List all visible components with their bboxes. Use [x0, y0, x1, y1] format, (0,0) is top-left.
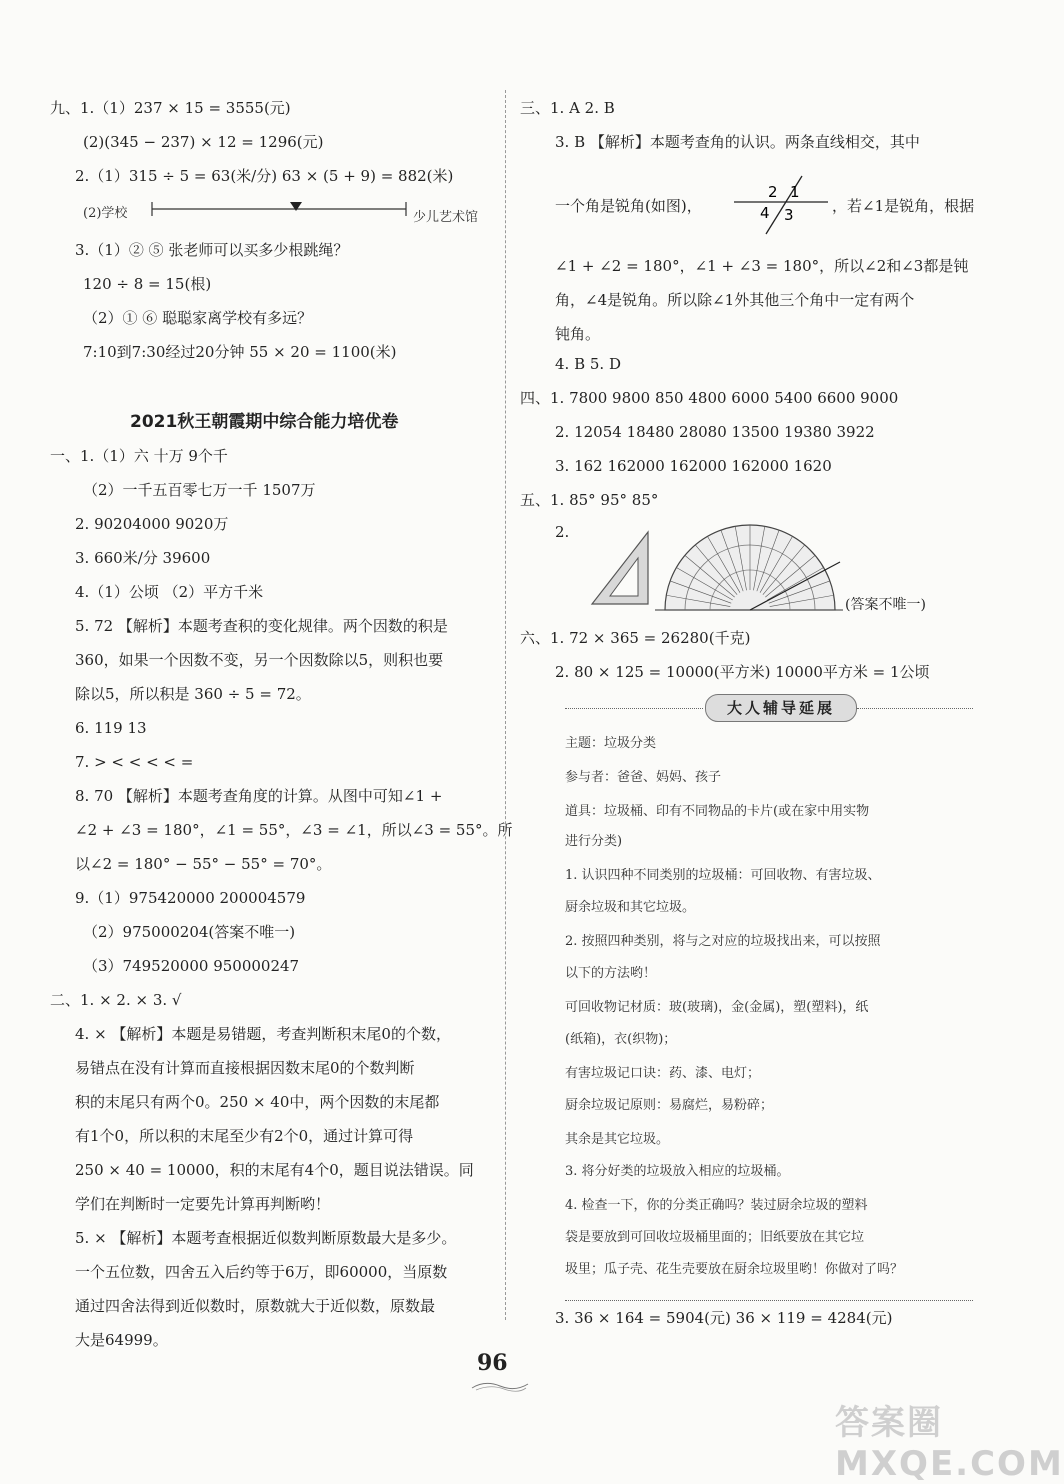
ans-3-3-cont2: ∠1 + ∠2 = 180°，∠1 + ∠3 = 180°，所以∠2和∠3都是钝	[555, 257, 969, 275]
ans-2-4: 4. × 【解析】本题是易错题，考查判断积末尾0的个数，	[75, 1025, 451, 1043]
ans-2-4-cont1: 易错点在没有计算而直接根据因数末尾0的个数判断	[75, 1059, 415, 1077]
guide-step-4-cont2: 圾里；瓜子壳、花生壳要放在厨余垃圾里哟！你做对了吗？	[565, 1262, 904, 1277]
section-title: 2021秋王朝霞期中综合能力培优卷	[130, 412, 399, 432]
ans-1-8-cont1: ∠2 + ∠3 = 180°，∠1 = 55°，∠3 = ∠1，所以∠3 = 55°。所	[75, 821, 513, 839]
ans-6-1: 六、1. 72 × 365 = 26280(千克)	[520, 629, 751, 647]
ans-1-2: 2. 90204000 9020万	[75, 515, 229, 533]
parent-guidance-banner: 大人辅导延展	[705, 694, 857, 722]
intersecting-lines-figure	[732, 174, 832, 236]
line-diagram-end: 少儿艺术馆	[413, 210, 479, 225]
ans-1-5: 5. 72 【解析】本题考查积的变化规律。两个因数的积是	[75, 617, 448, 635]
guide-step-2-cont: 以下的方法哟！	[565, 966, 657, 981]
ans-1-5-cont2: 除以5，所以积是 360 ÷ 5 = 72。	[75, 685, 311, 703]
guide-kitchen: 厨余垃圾记原则：易腐烂，易粉碎；	[565, 1098, 774, 1113]
watermark-text: 答案圈 MXQE.COM	[835, 1403, 1064, 1484]
guide-step-2: 2. 按照四种类别，将与之对应的垃圾找出来，可以按照	[565, 934, 881, 949]
guide-recyclable: 可回收物记材质：玻(玻璃)，金(金属)，塑(塑料)，纸	[565, 1000, 869, 1015]
ans-1-7: 7. > < < < < =	[75, 753, 194, 771]
ans-1-9-3: （3）749520000 950000247	[83, 957, 300, 975]
ans-9-1-1: 九、1.（1）237 × 15 = 3555(元)	[50, 99, 291, 117]
ans-3-3-cont4: 钝角。	[555, 325, 601, 343]
ans-4-1: 四、1. 7800 9800 850 4800 6000 5400 6600 9000	[520, 389, 899, 407]
ans-2-5-cont2: 通过四舍法得到近似数时，原数就大于近似数，原数最	[75, 1297, 436, 1315]
ans-2-5-cont1: 一个五位数，四舍五入后约等于6万，即60000，当原数	[75, 1263, 448, 1281]
ans-1-8: 8. 70 【解析】本题考查角度的计算。从图中可知∠1 +	[75, 787, 443, 805]
ans-2-5-cont3: 大是64999。	[75, 1331, 168, 1349]
ans-3-3-cont3: 角，∠4是锐角。所以除∠1外其他三个角中一定有两个	[555, 291, 915, 309]
ans-2-4-cont2: 积的末尾只有两个0。250 × 40中，两个因数的末尾都	[75, 1093, 440, 1111]
guide-props-cont: 进行分类)	[565, 834, 623, 849]
ans-1-4: 4.（1）公顷 （2）平方千米	[75, 583, 264, 601]
guide-recyclable-cont: (纸箱)，衣(织物)；	[565, 1032, 677, 1047]
distance-line-diagram	[150, 198, 410, 220]
ans-9-2-1: 2.（1）315 ÷ 5 = 63(米/分) 63 × (5 + 9) = 882(米)	[75, 167, 454, 185]
protractor-figure	[655, 516, 845, 626]
ans-9-1-2: (2)(345 − 237) × 12 = 1296(元)	[83, 133, 324, 151]
ans-1-5-cont1: 360，如果一个因数不变，另一个因数除以5，则积也要	[75, 651, 444, 669]
ans-2-5: 5. × 【解析】本题考查根据近似数判断原数最大是多少。	[75, 1229, 457, 1247]
parent-guidance-box	[565, 692, 973, 1302]
ans-9-3-1: 3.（1）② ⑤ 张老师可以买多少根跳绳？	[75, 241, 349, 259]
ans-3-3-cont1b: ，若∠1是锐角，根据	[832, 197, 975, 215]
ans-1-3: 3. 660米/分 39600	[75, 549, 211, 567]
ans-5-2: 2.	[555, 523, 570, 541]
angle-1-label: 1	[790, 183, 800, 201]
ans-1-9-1: 9.（1）975420000 200004579	[75, 889, 306, 907]
angle-3-label: 3	[784, 206, 794, 224]
ans-3-1-2: 三、1. A 2. B	[520, 99, 615, 117]
ans-9-3-1-calc: 120 ÷ 8 = 15(根)	[83, 275, 212, 293]
guide-step-3: 3. 将分好类的垃圾放入相应的垃圾桶。	[565, 1164, 790, 1179]
answer-not-unique-note: (答案不唯一)	[845, 597, 926, 613]
angle-2-label: 2	[768, 183, 778, 201]
guide-bottom-rule	[565, 1300, 973, 1301]
column-divider	[505, 90, 506, 1320]
guide-hazardous: 有害垃圾记口诀：药、漆、电灯；	[565, 1066, 761, 1081]
ans-9-3-2: （2）① ⑥ 聪聪家离学校有多远？	[83, 309, 313, 327]
position-marker-icon	[290, 202, 302, 211]
ans-5-1: 五、1. 85° 95° 85°	[520, 491, 659, 509]
guide-step-4: 4. 检查一下，你的分类正确吗？装过厨余垃圾的塑料	[565, 1198, 868, 1213]
ans-2-4-cont3: 有1个0，所以积的末尾至少有2个0，通过计算可得	[75, 1127, 414, 1145]
ans-2-1-3: 二、1. × 2. × 3. √	[50, 991, 182, 1009]
ans-6-3: 3. 36 × 164 = 5904(元) 36 × 119 = 4284(元)	[555, 1309, 893, 1327]
guide-other: 其余是其它垃圾。	[565, 1132, 670, 1147]
ans-6-2: 2. 80 × 125 = 10000(平方米) 10000平方米 = 1公顷	[555, 663, 930, 681]
guide-step-1-cont: 厨余垃圾和其它垃圾。	[565, 900, 696, 915]
page-number: 96	[477, 1350, 508, 1376]
ans-1-9-2: （2）975000204(答案不唯一)	[83, 923, 296, 941]
ans-3-3-cont1a: 一个角是锐角(如图)，	[555, 197, 702, 215]
ans-1-1-1: 一、1.（1）六 十万 9个千	[50, 447, 228, 465]
ans-2-4-cont4: 250 × 40 = 10000，积的末尾有4个0，题目说法错误。同	[75, 1161, 474, 1179]
guide-step-4-cont1: 袋是要放到可回收垃圾桶里面的；旧纸要放在其它垃	[565, 1230, 865, 1245]
ans-4-3: 3. 162 162000 162000 162000 1620	[555, 457, 832, 475]
ans-4-2: 2. 12054 18480 28080 13500 19380 3922	[555, 423, 875, 441]
watermark	[835, 1395, 1064, 1484]
ans-9-3-2-calc: 7:10到7:30经过20分钟 55 × 20 = 1100(米)	[83, 343, 397, 361]
guide-step-1: 1. 认识四种不同类别的垃圾桶：可回收物、有害垃圾、	[565, 868, 881, 883]
banner-rule-left	[565, 708, 703, 709]
ans-2-4-cont5: 学们在判断时一定要先计算再判断哟！	[75, 1195, 331, 1213]
banner-rule-right	[857, 708, 973, 709]
guide-theme: 主题：垃圾分类	[565, 736, 657, 751]
guide-participants: 参与者：爸爸、妈妈、孩子	[565, 770, 722, 785]
ans-1-8-cont2: 以∠2 = 180° − 55° − 55° = 70°。	[75, 855, 332, 873]
page-number-ornament-icon	[470, 1378, 530, 1392]
angle-4-label: 4	[760, 204, 770, 222]
ans-3-4-5: 4. B 5. D	[555, 355, 621, 373]
line-diagram-start: (2)学校	[83, 206, 128, 221]
guide-props: 道具：垃圾桶、印有不同物品的卡片(或在家中用实物	[565, 804, 870, 819]
ans-3-3: 3. B 【解析】本题考查角的认识。两条直线相交，其中	[555, 133, 920, 151]
ans-1-6: 6. 119 13	[75, 719, 147, 737]
ans-1-1-2: （2）一千五百零七万一千 1507万	[83, 481, 316, 499]
